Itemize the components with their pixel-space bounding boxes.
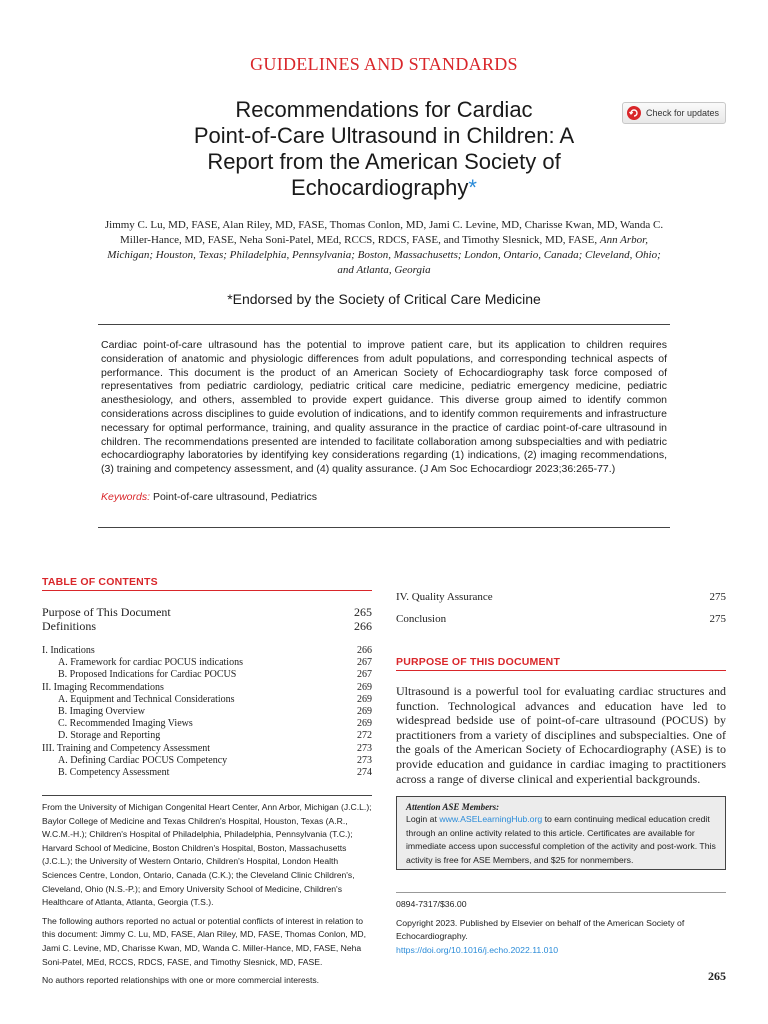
toc-entry[interactable]	[42, 619, 372, 633]
toc-entry[interactable]	[42, 767, 372, 779]
toc-entry-label: IV. Quality Assurance	[396, 591, 493, 603]
toc-entry-label: I. Indications	[42, 645, 95, 656]
author-names: Jimmy C. Lu, MD, FASE, Alan Riley, MD, FASE, Thomas Conlon, MD, Jami C. Levine, MD, Charisse Kwan, MD, Wanda C. Miller-Hance, MD, FASE, Neha Soni-Patel, MEd, RCCS, RDCS, FASE, and Timothy Slesnick, MD, FASE,	[104, 219, 664, 246]
toc-entry[interactable]	[42, 706, 372, 718]
page-number: 265	[708, 969, 726, 983]
toc-entry-label: D. Storage and Reporting	[58, 730, 161, 742]
toc-entry-page: 266	[357, 645, 372, 656]
ase-members-notice	[396, 796, 726, 870]
check-for-updates-button[interactable]	[622, 102, 726, 124]
ase-notice-pre: Login at	[406, 814, 440, 824]
abstract-box	[98, 324, 670, 528]
toc-entry-label: A. Defining Cardiac POCUS Competency	[58, 754, 228, 766]
toc-entry[interactable]	[42, 730, 372, 742]
commercial-statement: No authors reported relationships with one or more commercial interests.	[42, 975, 320, 986]
toc-entry-label: Definitions	[42, 619, 96, 633]
toc-entry[interactable]	[42, 718, 372, 730]
toc-entry-page: 273	[357, 754, 372, 766]
keywords-label: Keywords:	[101, 490, 151, 503]
keywords-line	[101, 491, 667, 505]
toc-entry-page: 267	[357, 657, 372, 669]
author-locations: Ann Arbor, Michigan; Houston, Texas; Philadelphia, Pennsylvania; Boston, Massachusetts; London, Ontario, Canada; Cleveland, Ohio; and Atlanta, Georgia	[107, 234, 661, 276]
publication-info	[396, 892, 726, 962]
purpose-section	[396, 656, 726, 671]
toc-entry-page: 274	[357, 767, 372, 779]
toc-entry-page: 273	[357, 742, 372, 754]
toc-entry-page: 272	[357, 730, 372, 742]
article-title	[120, 97, 648, 201]
toc-entry-page: 269	[357, 706, 372, 718]
toc-entry-page: 269	[357, 718, 372, 730]
toc-section-entries	[42, 645, 372, 779]
ase-notice-post: to earn continuing medical education credit through an online activity related to this article. Certificates are available for immediate access upon successful completion of the activity and post-work. This activity is free for ASE Members, and $25 for nonmembers.	[406, 814, 716, 865]
toc-entry-label: B. Imaging Overview	[58, 706, 145, 718]
ase-notice-text	[406, 813, 716, 867]
purpose-heading: PURPOSE OF THIS DOCUMENT	[396, 656, 726, 671]
toc-entry-label: B. Competency Assessment	[58, 767, 170, 779]
refresh-icon	[627, 106, 641, 120]
journal-section-banner: GUIDELINES AND STANDARDS	[250, 54, 518, 74]
endorsement-note: *Endorsed by the Society of Critical Care Medicine	[227, 291, 541, 307]
toc-entry[interactable]	[42, 657, 372, 669]
toc-top-entries	[42, 605, 372, 633]
toc-entry-label: C. Recommended Imaging Views	[58, 718, 193, 730]
toc-entry-label: A. Framework for cardiac POCUS indications	[58, 657, 243, 669]
author-list	[100, 218, 668, 278]
toc-entry-page: 267	[357, 669, 372, 681]
copyright-notice	[396, 917, 726, 958]
title-line-3: Report from the American Society of	[207, 149, 561, 174]
toc-entry-label: Purpose of This Document	[42, 605, 171, 619]
toc-continued	[396, 590, 726, 626]
affiliations-from: From the University of Michigan Congenital Heart Center, Ann Arbor, Michigan (J.C.L.); Baylor College of Medicine and Texas Children's Hospital, Houston, Texas (A.R., W.C.M.-H.); Children's Hospital of Philadelphia, Philadelphia, Pennsylvania (T.C.); Harvard School of Medicine, Boston Children's Hospital, Boston, Massachusetts (J.C.L.); the University of Western Ontario, Children's Hospital, London Health Sciences Centre, London, Ontario, Canada (C.K.); the Cleveland Clinic Children's, Cleveland, Ohio (N.S.-P.); and Emory University School of Medicine, Children's Healthcare of Atlanta, Atlanta, Georgia (T.S.).	[42, 802, 372, 908]
toc-entry-label: B. Proposed Indications for Cardiac POCUS	[58, 669, 237, 681]
toc-entry-label: A. Equipment and Technical Considerations	[58, 693, 235, 705]
toc-entry-page: 269	[357, 693, 372, 705]
toc-entry[interactable]	[42, 743, 372, 755]
ase-notice-heading: Attention ASE Members:	[406, 802, 500, 812]
toc-heading: TABLE OF CONTENTS	[42, 576, 372, 591]
issn-price: 0894-7317/$36.00	[396, 899, 467, 909]
title-line-1: Recommendations for Cardiac	[235, 97, 533, 122]
title-line-4-text: Echocardiography	[291, 175, 469, 200]
table-of-contents	[42, 576, 372, 779]
abstract-text: Cardiac point-of-care ultrasound has the potential to improve patient care, but its application to children requires consideration of anatomic and physiologic differences from adult populations, and corresponding technical aspects of performance. This document is the product of an American Society of Echocardiography task force composed of representatives from pediatric cardiology, pediatric critical care medicine, pediatric emergency medicine, pediatric anesthesiology, and others, assembled to provide expert guidance. This diverse group aimed to identify common considerations across disciplines to guide evolution of indications, and to identify common requirements and infrastructure necessary for optimal performance, training, and quality assurance in the practice of cardiac point-of-care ultrasound in children. The recommendations presented are intended to facilitate collaboration among subspecialties and with pediatric echocardiography laboratories by identifying key considerations regarding (1) indications, (2) imaging recommendations, (3) training and competency assessment, and (4) quality assurance. (J Am Soc Echocardiogr 2023;36:265-77.)	[101, 339, 667, 476]
check-for-updates-label: Check for updates	[646, 108, 720, 118]
endorsement-asterisk[interactable]: *	[468, 175, 477, 200]
copyright-text: Copyright 2023. Published by Elsevier on behalf of the American Society of Echocardiography.	[396, 917, 685, 942]
toc-entry[interactable]	[42, 605, 372, 619]
toc-entry-label: II. Imaging Recommendations	[42, 681, 164, 693]
keywords-value: Point-of-care ultrasound, Pediatrics	[152, 490, 317, 503]
ase-learning-hub-link[interactable]: www.ASELearningHub.org	[439, 814, 543, 824]
toc-entry-page: 275	[709, 591, 726, 603]
toc-entry[interactable]	[42, 694, 372, 706]
title-line-2: Point-of-Care Ultrasound in Children: A	[193, 123, 575, 148]
toc-entry[interactable]	[42, 669, 372, 681]
doi-link[interactable]: https://doi.org/10.1016/j.echo.2022.11.010	[396, 944, 559, 955]
toc-entry[interactable]	[42, 682, 372, 694]
conflicts-statement: The following authors reported no actual or potential conflicts of interest in relation to this document: Jimmy C. Lu, MD, FASE, Alan Riley, MD, FASE, Thomas Conlon, MD, Jami C. Levine, MD, Charisse Kwan, MD, Wanda C. Miller-Hance, MD, FASE, Neha Soni-Patel, MEd, RCCS, RDCS, FASE, and Timothy Slesnick, MD, FASE.	[42, 915, 366, 967]
title-line-4	[120, 175, 648, 201]
toc-entry[interactable]	[42, 645, 372, 657]
toc-entry[interactable]	[396, 612, 726, 626]
affiliations-footnote	[42, 795, 372, 993]
toc-entry-label: Conclusion	[396, 613, 447, 625]
toc-entry-label: III. Training and Competency Assessment	[42, 742, 211, 754]
toc-entry-page: 269	[357, 681, 372, 693]
toc-entry-page: 275	[709, 613, 726, 625]
toc-entry[interactable]	[396, 590, 726, 604]
toc-entry-page: 265	[354, 605, 372, 619]
toc-entry[interactable]	[42, 755, 372, 767]
toc-entry-page: 266	[354, 619, 372, 633]
purpose-body: Ultrasound is a powerful tool for evaluating cardiac structures and function. Technological advances and education have led to widespread bedside use of point-of-care ultrasound (POCUS) by practitioners from a variety of disciplines and subspecialties. One of the goals of the American Society of Echocardiography (ASE) is to provide education and guidance in cardiac imaging to practitioners across a range of diverse clinical and experiential backgrounds.	[396, 684, 726, 786]
